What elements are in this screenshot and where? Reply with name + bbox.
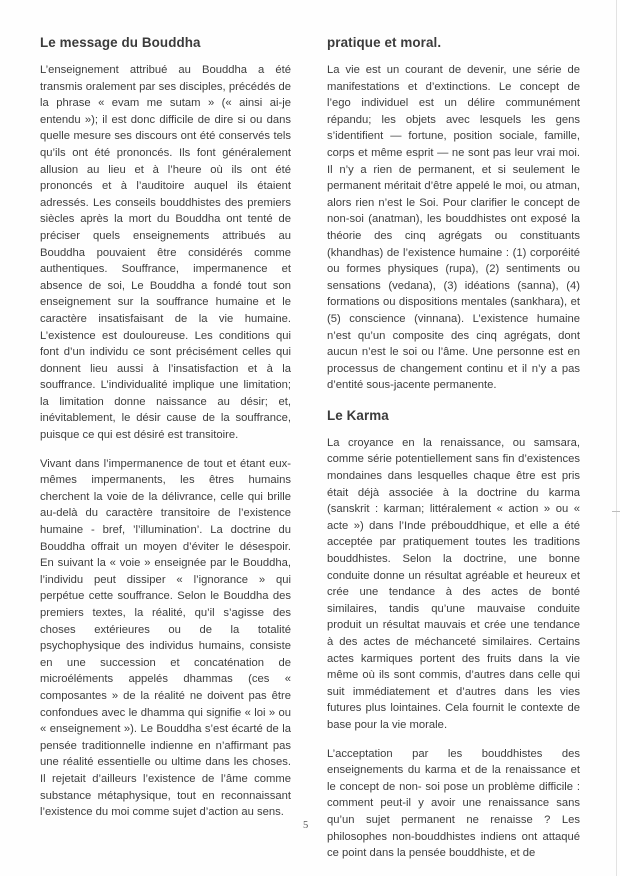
section-heading-continued: pratique et moral. bbox=[327, 35, 442, 50]
left-column bbox=[40, 34, 291, 833]
section-heading-message: Le message du Bouddha bbox=[40, 35, 201, 50]
scan-edge-mark bbox=[612, 511, 620, 512]
scan-edge-line bbox=[616, 0, 617, 876]
page-number: 5 bbox=[303, 820, 309, 831]
paragraph: L’acceptation par les bouddhistes des enseignements du karma et de la renaissance et le concept de non- soi pose un problème difficile : comment peut-il y avoir une renaissance sans qu’un sujet permanent ne renaisse ? Les philosophes non-bouddhistes indiens ont attaqué ce point dans la pensée bouddhiste, et de bbox=[327, 747, 580, 860]
right-column bbox=[327, 34, 580, 874]
paragraph: Vivant dans l’impermanence de tout et étant eux-mêmes impermanents, les êtres humains cherchent la voie de la délivrance, celle qui brille au-delà du caractère transitoire de l’existence humaine - bref, ’l’illumination’. La doctrine du Bouddha offrait un moyen d’éviter le désespoir. En suivant la « voie » enseignée par le Bouddha, l’individu peut dissiper « l’ignorance » qui perpétue cette souffrance. Selon le Bouddha des premiers textes, la réalité, qu’il s’agisse des choses extérieures ou de la totalité psychophysique des individus humains, consiste en une succession et concaténation de microéléments appelés dhammas (ces « composantes » de la réalité ne doivent pas être confondues avec le dhamma qui signifie « loi » ou « enseignement »). Le Bouddha s’est écarté de la pensée traditionnelle indienne en n’affirmant pas une réalité essentielle ou ultime dans les choses. Il rejetait d’ailleurs l’existence de l’âme comme substance métaphysique, tout en reconnaissant l’existence du moi comme sujet d’action au sens. bbox=[40, 457, 291, 819]
paragraph: L’enseignement attribué au Bouddha a été transmis oralement par ses disciples, précédés de la phrase « evam me sutam » (« ainsi ai-je entendu »); il est donc difficile de dire si ou dans quelle mesure ses discours ont été conservés tels qu’ils ont été prononcés. Ils font généralement allusion au lieu et à l’heure où ils ont été prononcés et à l’auditoire auquel ils étaient adressés. Les conseils bouddhistes des premiers siècles après la mort du Bouddha ont tenté de préciser quels enseignements attribués au Bouddha pouvaient être considérés comme authentiques. Souffrance, impermanence et absence de soi, Le Bouddha a fondé tout son enseignement sur la souffrance humaine et le caractère insatisfaisant de la vie humaine. L’existence est douloureuse. Les conditions qui font d’un individu ce sont précisément celles qui donnent lieu aussi à l’insatisfaction et à la souffrance. L’individualité implique une limitation; la limitation donne naissance au désir; et, inévitablement, le désir cause de la souffrance, puisque ce qui est désiré est transitoire. bbox=[40, 64, 291, 442]
paragraph: La croyance en la renaissance, ou samsara, comme série potentiellement sans fin d’existences mondaines dans lesquelles chaque être est pris était déjà associée à la doctrine du karma (sanskrit : karman; littéralement « action » ou « acte ») dans l’Inde prébouddhique, et elle a été acceptée par pratiquement toutes les traditions bouddhistes. Selon la doctrine, une bonne conduite donne un résultat agréable et heureux et crée une tendance à des actes de bonté similaires, tandis qu’une mauvaise conduite produit un résultat mauvais et crée une tendance à des actes de méchanceté similaires. Certains actes karmiques portent des fruits dans la vie même où ils sont commis, d’autres dans celle qui suit immédiatement et d’autres dans les vies futures plus lointaines. Cela fournit le contexte de base pour la vie morale. bbox=[327, 436, 580, 731]
section-heading-karma: Le Karma bbox=[327, 407, 389, 423]
paragraph: La vie est un courant de devenir, une série de manifestations et d’extinctions. Le concept de l’ego individuel est un délire communément répandu; les objets avec lesquels les gens s’identifient — fortune, position sociale, famille, corps et même esprit — ne sont pas leur vrai moi. Il n’y a rien de permanent, et si seulement le permanent méritait d’être appelé le moi, ou atman, alors rien n’est le Soi. Pour clarifier le concept de non-soi (anatman), les bouddhistes ont exposé la théorie des cinq agrégats ou constituants (khandhas) de l’existence humaine : (1) corporéité ou formes physiques (rupa), (2) sentiments ou sensations (vedana), (3) idéations (sanna), (4) formations ou dispositions mentales (sankhara), et (5) conscience (vinnana). L’existence humaine n’est qu’un composite des cinq agrégats, dont aucun n’est le soi ou l’âme. Une personne est en processus de changement continu et il n’y a pas d’entité sous-jacente permanente. bbox=[327, 64, 580, 392]
